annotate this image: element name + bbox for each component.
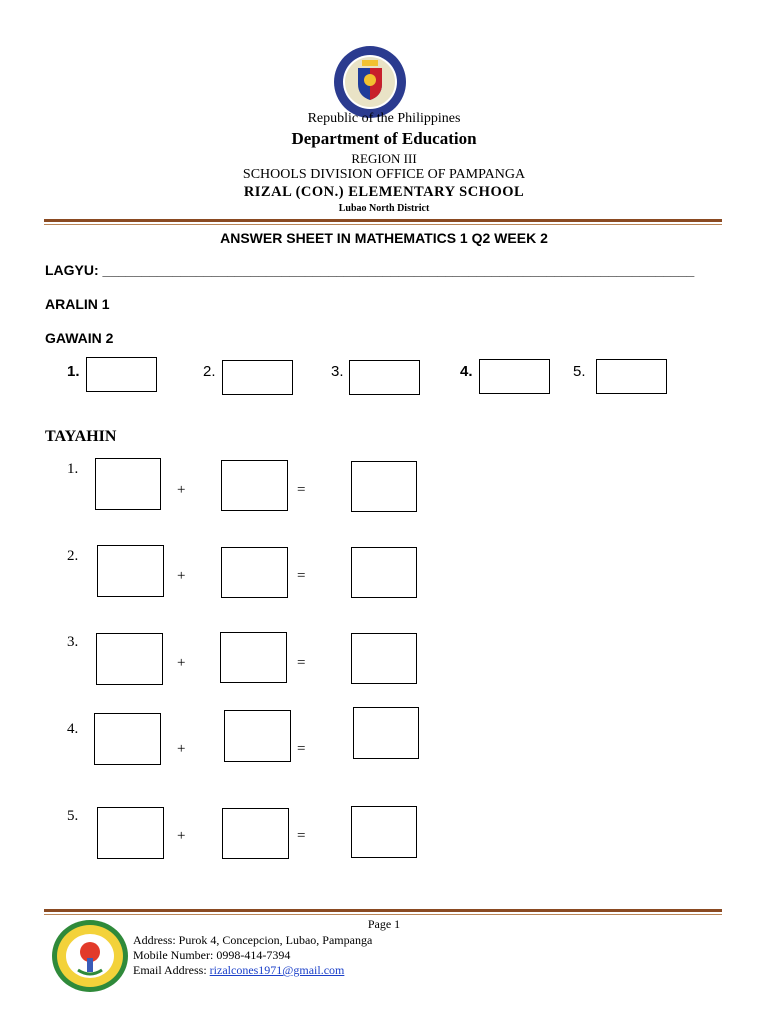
- equals-sign: =: [297, 482, 306, 498]
- sum-box[interactable]: [351, 461, 417, 512]
- equals-sign: =: [297, 568, 306, 584]
- addend-box[interactable]: [95, 458, 161, 510]
- addend-box[interactable]: [94, 713, 161, 765]
- gawain-item-number: 3.: [331, 363, 344, 380]
- plus-sign: +: [177, 741, 186, 757]
- gawain-item-number: 4.: [460, 363, 473, 380]
- page-number: Page 1: [367, 917, 401, 931]
- equals-sign: =: [297, 741, 306, 757]
- aralin-heading: ARALIN 1: [45, 296, 110, 312]
- gawain-heading: GAWAIN 2: [45, 330, 114, 346]
- tayahin-item-number: 2.: [67, 548, 79, 564]
- footer-email-row: [133, 963, 344, 978]
- gawain-item-number: 1.: [67, 363, 80, 380]
- tayahin-item-number: 5.: [67, 808, 79, 824]
- footer-divider: [44, 909, 722, 915]
- sum-box[interactable]: [351, 547, 417, 598]
- gawain-answer-box[interactable]: [479, 359, 550, 394]
- addend-box[interactable]: [220, 632, 287, 683]
- equals-sign: =: [297, 828, 306, 844]
- footer-address: Address: Purok 4, Concepcion, Lubao, Pampanga: [133, 933, 373, 947]
- addend-box[interactable]: [222, 808, 289, 859]
- plus-sign: +: [177, 568, 186, 584]
- plus-sign: +: [177, 828, 186, 844]
- footer-email-label: Email Address:: [133, 963, 210, 977]
- tayahin-item-number: 1.: [67, 461, 79, 477]
- footer-mobile: Mobile Number: 0998-414-7394: [133, 948, 291, 962]
- school-seal-logo: [50, 918, 130, 994]
- tayahin-heading: TAYAHIN: [45, 428, 117, 445]
- addend-box[interactable]: [221, 460, 288, 511]
- addend-box[interactable]: [221, 547, 288, 598]
- answer-sheet-title: ANSWER SHEET IN MATHEMATICS 1 Q2 WEEK 2: [220, 230, 548, 246]
- equals-sign: =: [297, 655, 306, 671]
- header-divider: [44, 219, 722, 225]
- addend-box[interactable]: [97, 807, 164, 859]
- addend-box[interactable]: [224, 710, 291, 762]
- gawain-answer-box[interactable]: [349, 360, 420, 395]
- division-text: SCHOOLS DIVISION OFFICE OF PAMPANGA: [242, 167, 526, 182]
- addend-box[interactable]: [97, 545, 164, 597]
- republic-text: Republic of the Philippines: [307, 111, 461, 126]
- deped-seal-logo: [332, 44, 408, 120]
- footer-email-link[interactable]: rizalcones1971@gmail.com: [209, 963, 345, 977]
- sum-box[interactable]: [351, 633, 417, 684]
- region-text: REGION III: [351, 151, 417, 166]
- gawain-item-number: 2.: [203, 363, 216, 380]
- district-text: Lubao North District: [338, 203, 430, 214]
- school-name: RIZAL (CON.) ELEMENTARY SCHOOL: [243, 184, 525, 200]
- addend-box[interactable]: [96, 633, 163, 685]
- plus-sign: +: [177, 482, 186, 498]
- sum-box[interactable]: [353, 707, 419, 759]
- name-field-label[interactable]: LAGYU: ____________________________________________________________________________: [45, 262, 695, 278]
- gawain-item-number: 5.: [573, 363, 586, 380]
- gawain-answer-box[interactable]: [86, 357, 157, 392]
- sum-box[interactable]: [351, 806, 417, 858]
- plus-sign: +: [177, 655, 186, 671]
- gawain-answer-box[interactable]: [222, 360, 293, 395]
- tayahin-item-number: 4.: [67, 721, 79, 737]
- tayahin-item-number: 3.: [67, 634, 79, 650]
- gawain-answer-box[interactable]: [596, 359, 667, 394]
- department-name: Department of Education: [291, 129, 477, 148]
